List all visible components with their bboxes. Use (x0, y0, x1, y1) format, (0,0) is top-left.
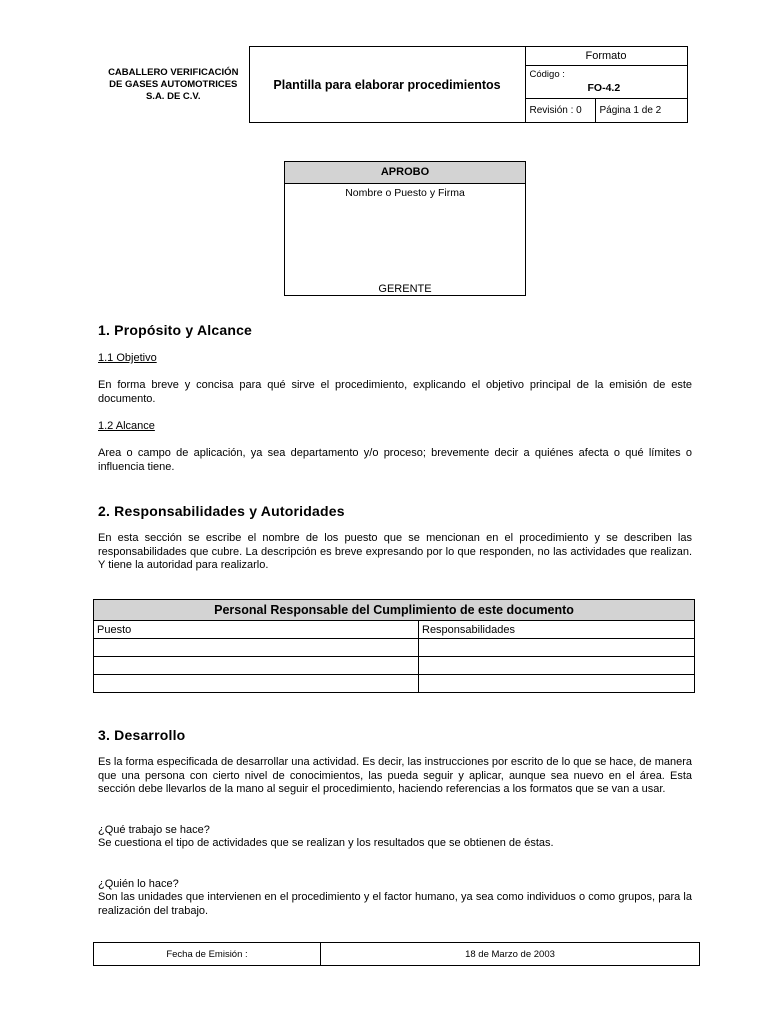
column-header-responsabilidades: Responsabilidades (419, 621, 695, 639)
table-row (94, 657, 695, 675)
revision: Revisión : 0 (525, 99, 595, 123)
company-name: CABALLERO VERIFICACIÓN DE GASES AUTOMOTRICES S.A. DE C.V. (108, 66, 239, 102)
document-header (98, 46, 687, 123)
section1-title: 1. Propósito y Alcance (98, 322, 253, 338)
approval-subtitle: Nombre o Puesto y Firma (345, 187, 465, 199)
section2-text: En esta sección se escribe el nombre de los puesto que se mencionan en el procedimiento y se describen las responsabilidades que cubre. La descripción es breve expresando por lo que responden, no las actividades que realizan. Y tiene la autoridad para realizarlo. (98, 532, 692, 571)
question-who: ¿Quién lo hace? (98, 878, 179, 890)
section3-title: 3. Desarrollo (98, 727, 186, 743)
table-row (94, 639, 695, 657)
formato-label: Formato (525, 47, 687, 66)
codigo-value: FO-4.2 (587, 82, 621, 94)
page-number: Página 1 de 2 (595, 99, 687, 123)
section1-sub-objetivo: 1.1 Objetivo (98, 352, 157, 364)
table-cell[interactable] (94, 639, 419, 657)
approval-heading: APROBO (285, 162, 525, 184)
section1-text-objetivo: En forma breve y concisa para qué sirve el procedimiento, explicando el objetivo principal de la emisión de este documento. (98, 379, 692, 405)
document-title: Plantilla para elaborar procedimientos (249, 47, 525, 123)
question-what: ¿Qué trabajo se hace? (98, 824, 210, 836)
issue-date-value: 18 de Marzo de 2003 (321, 943, 700, 966)
answer-who: Son las unidades que intervienen en el procedimiento y el factor humano, ya sea como individuos o como grupos, para la realización del trabajo. (98, 891, 692, 917)
section2-title: 2. Responsabilidades y Autoridades (98, 503, 345, 519)
issue-date-label: Fecha de Emisión : (94, 943, 321, 966)
table-cell[interactable] (419, 675, 695, 693)
section3-text: Es la forma especificada de desarrollar una actividad. Es decir, las instrucciones por escrito de lo que se hace, de manera que una persona con cierto nivel de conocimientos, las pueda seguir y aplicar, aunque sea nuevo en el área. Esta sección debe llevarlos de la mano al seguir el procedimiento, haciendo referencias a los formatos que se van a usar. (98, 756, 692, 795)
table-cell[interactable] (419, 639, 695, 657)
section1-text-alcance: Area o campo de aplicación, ya sea departamento y/o proceso; brevemente decir a quiénes afecta o qué límites o influencia tiene. (98, 447, 692, 473)
table-cell[interactable] (419, 657, 695, 675)
responsibility-table (93, 599, 695, 693)
approval-role: GERENTE (378, 283, 432, 295)
section1-sub-alcance: 1.2 Alcance (98, 420, 155, 432)
answer-what: Se cuestiona el tipo de actividades que se realizan y los resultados que se obtienen de éstas. (98, 837, 554, 849)
table-cell[interactable] (94, 657, 419, 675)
approval-box (284, 161, 526, 296)
codigo-label: Código : (529, 69, 565, 80)
column-header-puesto: Puesto (94, 621, 419, 639)
table-cell[interactable] (94, 675, 419, 693)
document-footer (93, 942, 700, 966)
responsibility-table-title: Personal Responsable del Cumplimiento de este documento (94, 600, 695, 621)
table-row (94, 675, 695, 693)
